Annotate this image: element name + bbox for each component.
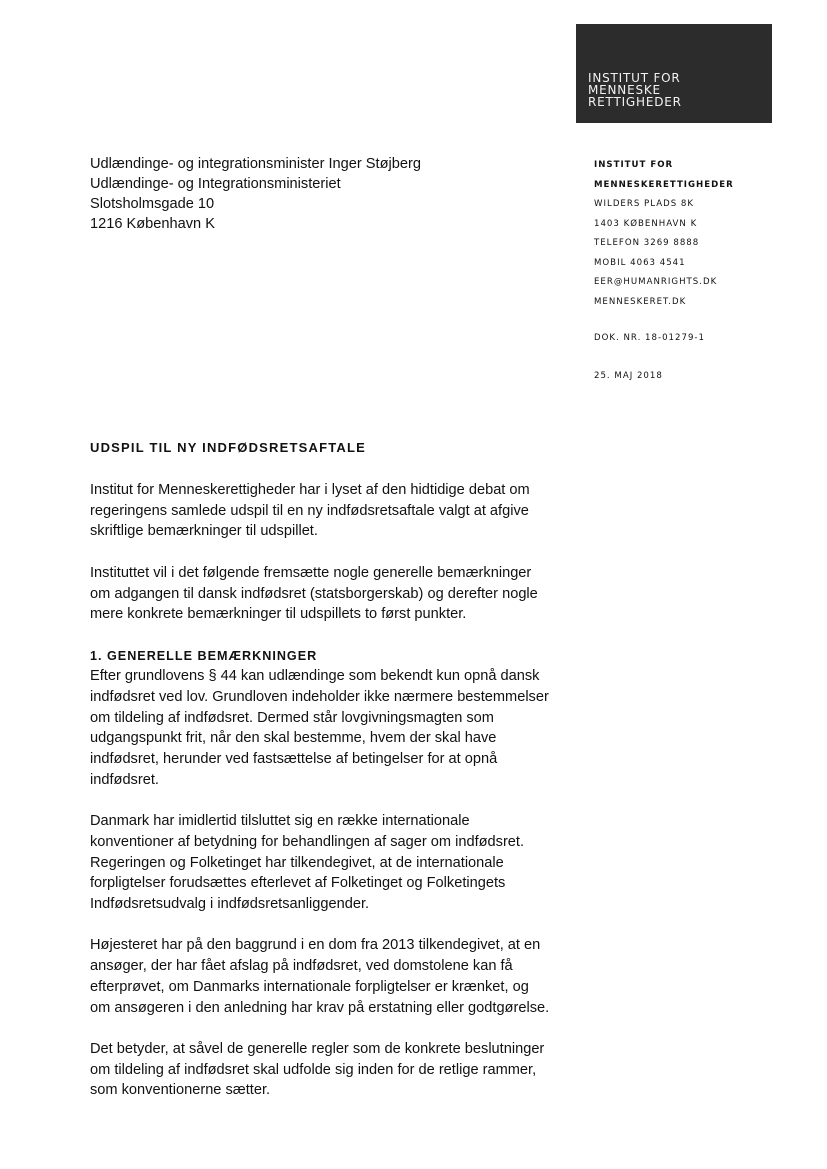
text-line: Danmark har imidlertid tilsluttet sig en række internationale: [90, 813, 470, 830]
text-line: om ansøgeren i den anledning har krav på erstatning eller godtgørelse.: [90, 999, 550, 1016]
text-line: som konventionerne sætter.: [90, 1082, 271, 1099]
sender-postal: 1403 KØBENHAVN K: [594, 218, 698, 229]
text-line: om adgangen til dansk indfødsret (statsborgerskab) og derefter nogle: [90, 585, 538, 602]
sender-phone: TELEFON 3269 8888: [594, 238, 700, 248]
section-heading: 1. GENERELLE BEMÆRKNINGER: [90, 648, 318, 663]
text-line: Regeringen og Folketinget har tilkendegivet, at de internationale: [90, 854, 504, 871]
logo-line: MENNESKE: [588, 83, 661, 97]
text-line: regeringens samlede udspil til en ny indfødsretsaftale valgt at afgive: [90, 502, 529, 519]
document-date: 25. MAJ 2018: [594, 371, 663, 381]
document-number: DOK. NR. 18-01279-1: [594, 333, 705, 343]
text-line: ansøger, der har fået afslag på indfødsret, ved domstolene kan få: [90, 958, 513, 975]
text-line: skriftlige bemærkninger til udspillet.: [90, 523, 318, 540]
recipient-line: Udlændinge- og Integrationsministeriet: [90, 176, 341, 192]
recipient-line: 1216 København K: [90, 216, 215, 232]
recipient-line: Slotsholmsgade 10: [90, 196, 215, 212]
text-line: Det betyder, at såvel de generelle regler som de konkrete beslutninger: [90, 1040, 545, 1057]
document-body: [90, 480, 590, 1122]
paragraph: [90, 646, 590, 791]
sender-name: MENNESKERETTIGHEDER: [594, 179, 734, 190]
document-title: UDSPIL TIL NY INDFØDSRETSAFTALE: [90, 440, 367, 455]
logo-line: RETTIGHEDER: [588, 95, 682, 109]
paragraph: [90, 563, 590, 625]
text-line: om tildeling af indfødsret. Dermed står lovgivningsmagten som: [90, 709, 494, 726]
text-line: om tildeling af indfødsret skal udfolde sig inden for de retlige rammer,: [90, 1061, 537, 1078]
paragraph: [90, 935, 590, 1018]
text-line: Indfødsretsudvalg i indfødsretsanliggender.: [90, 896, 370, 913]
sender-website: MENNESKERET.DK: [594, 296, 687, 307]
text-line: indfødsret ved lov. Grundloven indeholder ikke nærmere bestemmelser: [90, 689, 549, 705]
text-line: mere konkrete bemærkninger til udspillets to først punkter.: [90, 606, 467, 623]
paragraph: [90, 480, 590, 542]
institute-logo: [576, 24, 772, 123]
text-line: Institut for Menneskerettigheder har i lyset af den hidtidige debat om: [90, 482, 530, 498]
recipient-line: Udlændinge- og integrationsminister Inger Støjberg: [90, 156, 421, 172]
text-line: udgangspunkt frit, når den skal bestemme, hvem der skal have: [90, 730, 497, 747]
sender-email: EER@HUMANRIGHTS.DK: [594, 277, 718, 287]
paragraph: [90, 811, 590, 915]
recipient-address: [90, 154, 421, 234]
text-line: Instituttet vil i det følgende fremsætte nogle generelle bemærkninger: [90, 564, 532, 581]
text-line: efterprøvet, om Danmarks internationale forpligtelser er krænket, og: [90, 978, 529, 995]
sender-address: WILDERS PLADS 8K: [594, 199, 694, 209]
text-line: indfødsret.: [90, 771, 159, 788]
sender-mobile: MOBIL 4063 4541: [594, 257, 686, 268]
paragraph: [90, 1039, 590, 1101]
text-line: forpligtelser forudsættes efterlevet af Folketinget og Folketingets: [90, 875, 506, 892]
text-line: Efter grundlovens § 44 kan udlændinge som bekendt kun opnå dansk: [90, 668, 540, 685]
sender-name: INSTITUT FOR: [594, 160, 674, 170]
text-line: konventioner af betydning for behandlingen af sager om indfødsret.: [90, 833, 525, 850]
text-line: Højesteret har på den baggrund i en dom fra 2013 tilkendegivet, at en: [90, 937, 541, 954]
sender-info: [594, 156, 734, 312]
logo-line: INSTITUT FOR: [588, 71, 681, 85]
text-line: indfødsret, herunder ved fastsættelse af betingelser for at opnå: [90, 751, 498, 768]
